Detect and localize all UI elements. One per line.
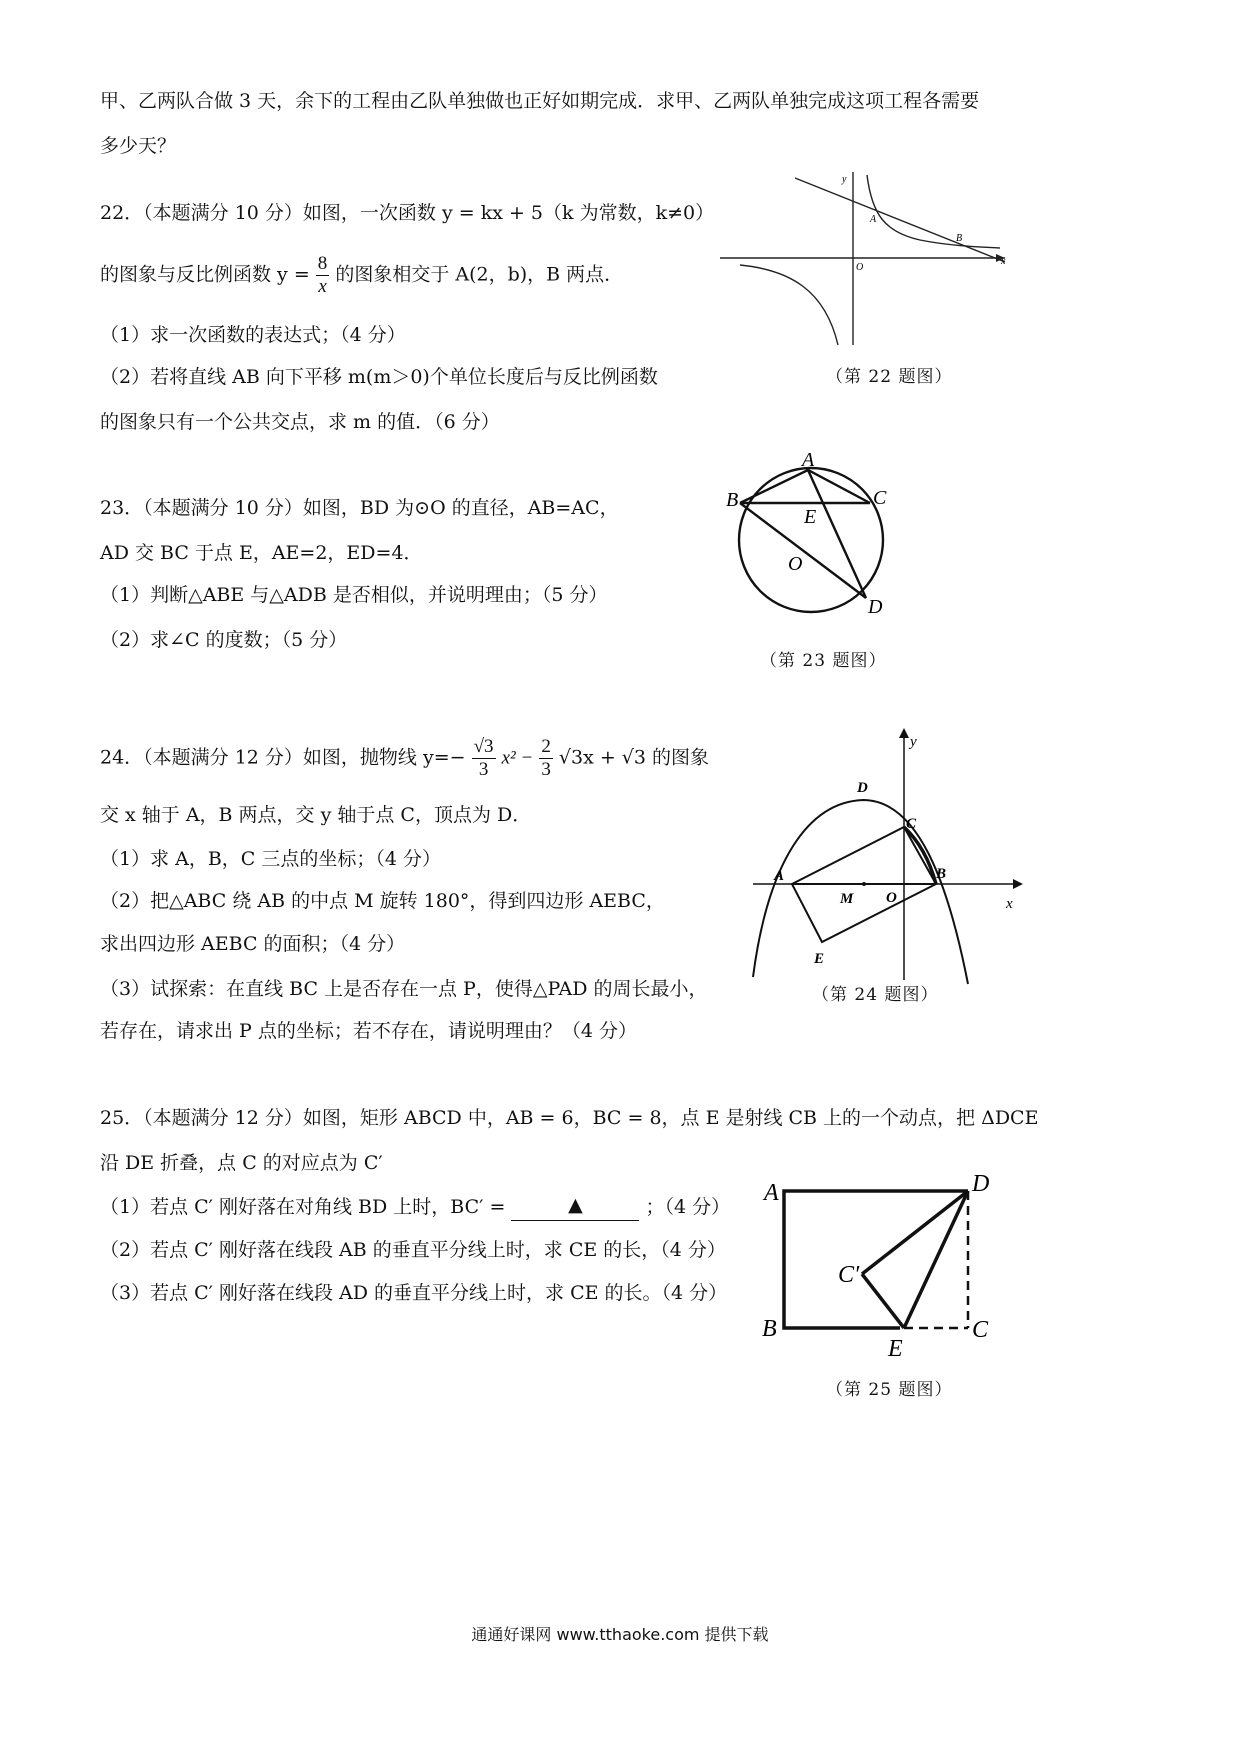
q22-label-O: O <box>856 262 864 273</box>
q24-parabola <box>753 800 968 984</box>
q23-label-B: B <box>726 489 739 511</box>
q22-label-B: B <box>956 233 963 244</box>
q25-segment-DE <box>904 1191 968 1328</box>
q22-frac-den: x <box>318 276 327 297</box>
q25-label-B: B <box>762 1316 777 1342</box>
q25-part-1-pre: （1）若点 C′ 刚好落在对角线 BD 上时，BC′ = <box>100 1196 506 1218</box>
intro-line-1: 甲、乙两队合做 3 天，余下的工程由乙队单独做也正好如期完成．求甲、乙两队单独完成这项工程各需要 <box>100 90 980 112</box>
q25-label-E: E <box>888 1336 903 1362</box>
q25-segment-DCp <box>862 1191 968 1274</box>
q25-part-3: （3）若点 C′ 刚好落在线段 AD 的垂直平分线上时，求 CE 的长。（4 分） <box>100 1282 728 1304</box>
q24-label-C: C <box>906 816 917 832</box>
q22-part-3: 的图象只有一个公共交点，求 m 的值．（6 分） <box>100 411 500 433</box>
q22-caption: （第 22 题图） <box>826 367 953 387</box>
q25-part-2: （2）若点 C′ 刚好落在线段 AB 的垂直平分线上时，求 CE 的长，（4 分） <box>100 1239 726 1261</box>
q23-title: 23．（本题满分 10 分）如图，BD 为⊙O 的直径，AB=AC， <box>100 497 619 519</box>
q25-label-A: A <box>764 1180 779 1206</box>
q25-part-1-post: ；（4 分） <box>645 1196 731 1218</box>
q24-label-D: D <box>857 780 868 796</box>
q24-frac1-num: √3 <box>473 736 494 757</box>
q23-label-A: A <box>802 449 815 471</box>
q23-part-1: （1）判断△ABE 与△ADB 是否相似，并说明理由；（5 分） <box>100 584 608 606</box>
q23-diameter-BD <box>740 503 866 598</box>
q24-line-2: 交 x 轴于 A，B 两点，交 y 轴于点 C，顶点为 D． <box>100 804 532 826</box>
q25-label-Cprime: C′ <box>838 1262 860 1288</box>
q24-title-post: √3x + √3 的图象 <box>558 746 710 769</box>
q25-part-1 <box>100 1192 730 1223</box>
q24-label-B: B <box>936 866 947 882</box>
q24-part-5: 若存在，请求出 P 点的坐标；若不存在，请说明理由？（4 分） <box>100 1020 637 1042</box>
intro-line-2: 多少天？ <box>100 135 177 157</box>
q23-line-2: AD 交 BC 于点 E，AE=2，ED=4． <box>100 542 423 564</box>
q25-line-2: 沿 DE 折叠，点 C 的对应点为 C′ <box>100 1152 383 1174</box>
footer-source: 通通好课网 www.tthaoke.com 提供下载 <box>471 1625 769 1644</box>
q24-frac2-den: 3 <box>541 759 551 780</box>
q22-line <box>795 178 1005 262</box>
q24-point-M <box>862 882 866 886</box>
q25-figure <box>754 1166 1014 1366</box>
q24-label-y: y <box>910 734 917 750</box>
q23-chord-AD <box>808 470 866 598</box>
q24-part-2: （2）把△ABC 绕 AB 的中点 M 旋转 180°，得到四边形 AEBC， <box>100 890 665 912</box>
q24-part-3: 求出四边形 AEBC 的面积；（4 分） <box>100 933 406 955</box>
q24-fraction-2 <box>539 736 553 781</box>
q24-fraction-1 <box>472 736 496 781</box>
q22-part-2: （2）若将直线 AB 向下平移 m(m＞0)个单位长度后与反比例函数 <box>100 366 658 388</box>
q22-title: 22．（本题满分 10 分）如图，一次函数 y = kx + 5（k 为常数，k≠0） <box>100 202 715 224</box>
q23-caption: （第 23 题图） <box>760 651 887 671</box>
q24-label-O: O <box>886 890 897 906</box>
q25-label-C: C <box>972 1317 989 1343</box>
q23-chords-AB-AC <box>740 470 870 503</box>
q22-hyperbola-right <box>867 175 1000 248</box>
q24-label-A: A <box>774 868 785 884</box>
q22-frac-num: 8 <box>317 253 328 274</box>
q22-figure <box>720 160 1040 360</box>
q22-label-A: A <box>870 214 877 225</box>
q24-caption: （第 24 题图） <box>812 985 939 1005</box>
q22-line-2-post: 的图象相交于 A(2，b)，B 两点． <box>335 263 624 286</box>
q22-hyperbola-left <box>740 265 838 345</box>
q23-label-C: C <box>873 487 887 509</box>
q24-title-pre: 24．（本题满分 12 分）如图，抛物线 y=− <box>100 746 466 769</box>
q22-part-1: （1）求一次函数的表达式；（4 分） <box>100 324 406 346</box>
q23-label-E: E <box>804 506 817 528</box>
q23-figure <box>718 440 918 640</box>
q24-frac2-num: 2 <box>541 736 551 757</box>
q25-answer-blank: ▲ <box>511 1190 639 1221</box>
q22-label-y: y <box>842 174 847 185</box>
q24-label-x: x <box>1006 896 1013 912</box>
q24-label-E: E <box>814 951 825 967</box>
q22-line-2-pre: 的图象与反比例函数 y = <box>100 263 310 286</box>
q24-part-4: （3）试探索：在直线 BC 上是否存在一点 P，使得△PAD 的周长最小， <box>100 978 708 1000</box>
q25-label-D: D <box>972 1171 990 1197</box>
q24-label-M: M <box>840 891 854 907</box>
q24-frac1-den: 3 <box>478 759 489 780</box>
q24-figure <box>748 722 1038 987</box>
q23-label-D: D <box>868 596 883 618</box>
q22-label-x: x <box>1001 256 1006 267</box>
q25-segment-CpE <box>862 1274 904 1328</box>
q24-part-1: （1）求 A，B，C 三点的坐标；（4 分） <box>100 848 442 870</box>
q25-title: 25．（本题满分 12 分）如图，矩形 ABCD 中，AB = 6，BC = 8，点 E 是射线 CB 上的一个动点，把 ΔDCE <box>100 1107 1039 1129</box>
q24-title-mid: x² − <box>501 747 534 769</box>
q23-label-O: O <box>788 553 803 575</box>
q22-line-2 <box>100 253 623 298</box>
q24-title <box>100 736 709 781</box>
q23-part-2: （2）求∠C 的度数；（5 分） <box>100 629 348 651</box>
q25-caption: （第 25 题图） <box>826 1380 953 1400</box>
q22-fraction <box>316 253 330 298</box>
